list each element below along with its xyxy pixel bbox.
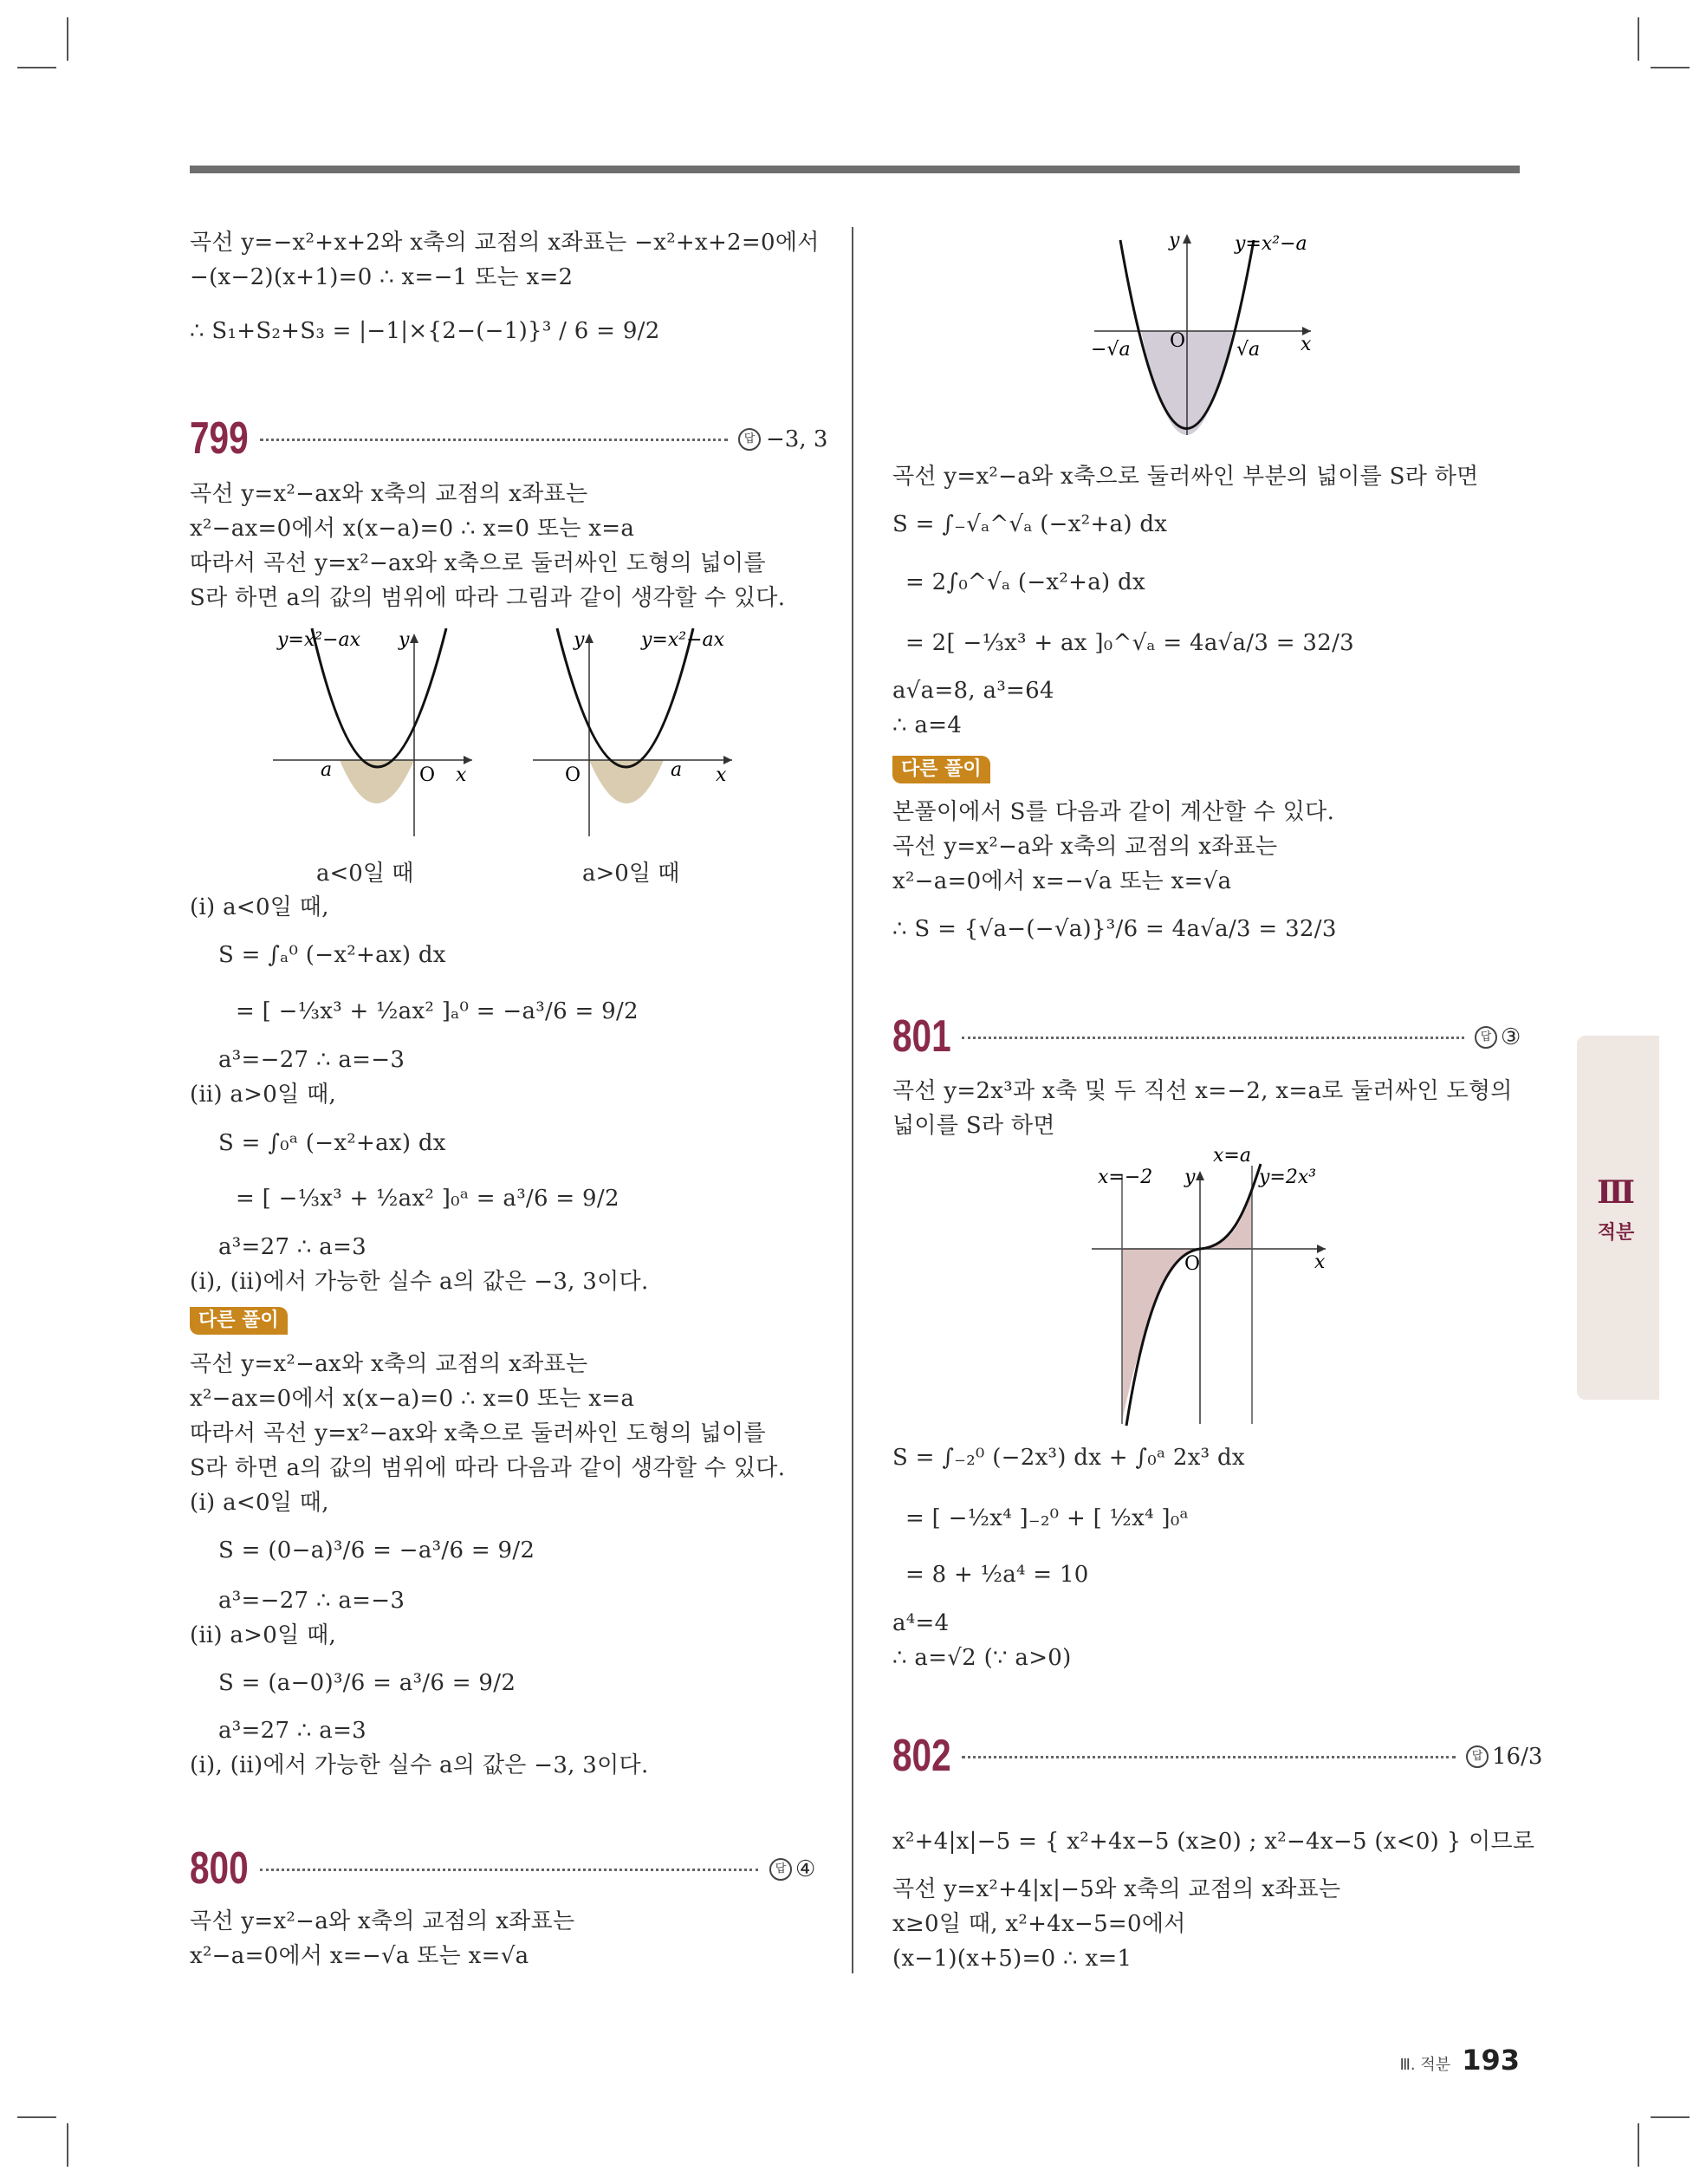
p800-line-1: 곡선 y=x²−a와 x축의 교점의 x좌표는 xyxy=(190,1908,575,1934)
p800-cont-line-6: ∴ a=4 xyxy=(892,712,963,738)
p802-line-3: x≥0일 때, x²+4x−5=0에서 xyxy=(892,1911,1186,1937)
crop-mark xyxy=(67,2123,68,2167)
p799-line-1: 곡선 y=x²−ax와 x축의 교점의 x좌표는 xyxy=(190,481,588,507)
label-y: y xyxy=(399,629,410,651)
crop-mark xyxy=(1651,67,1690,68)
y-axis-arrow xyxy=(1196,1171,1204,1180)
curve-label: y=x²−ax xyxy=(641,629,725,651)
alt-solution-badge: 다른 풀이 xyxy=(190,1307,288,1335)
alt-799-line-11: (ⅰ), (ⅱ)에서 가능한 실수 a의 값은 −3, 3이다. xyxy=(190,1752,649,1778)
answer-icon: 답 xyxy=(1466,1745,1489,1768)
p799-conclusion: (ⅰ), (ⅱ)에서 가능한 실수 a의 값은 −3, 3이다. xyxy=(190,1269,649,1295)
page-number: 193 xyxy=(1462,2044,1520,2077)
p802-line-1: x²+4|x|−5 = { x²+4x−5 (x≥0) ; x²−4x−5 (x<0) } 이므로 xyxy=(892,1829,1535,1855)
alt-799-line-10: a³=27 ∴ a=3 xyxy=(218,1718,366,1744)
alt-800-line-2: 곡선 y=x²−a와 x축의 교점의 x좌표는 xyxy=(892,834,1278,860)
label-origin: O xyxy=(419,764,436,786)
alt-800-line-3: x²−a=0에서 x=−√a 또는 x=√a xyxy=(892,868,1232,894)
chapter-tab[interactable] xyxy=(1577,1036,1659,1400)
curve-label: y=2x³ xyxy=(1259,1167,1317,1188)
case1-line-3: = [ −⅓x³ + ½ax² ]ₐ⁰ = −a³/6 = 9/2 xyxy=(236,998,639,1024)
graph-801 xyxy=(1087,1148,1334,1430)
problem-number-801: 801 xyxy=(892,1011,951,1062)
p801-line-1: 곡선 y=2x³과 x축 및 두 직선 x=−2, x=a로 둘러싸인 도형의 xyxy=(892,1078,1513,1104)
alt-799-line-5: (ⅰ) a<0일 때, xyxy=(190,1490,329,1516)
y-axis-arrow xyxy=(410,634,418,643)
label-origin: O xyxy=(565,764,581,786)
p801-solution-2: = [ −½x⁴ ]₋₂⁰ + [ ½x⁴ ]₀ᵃ xyxy=(905,1505,1189,1531)
intro-line-1: 곡선 y=−x²+x+2와 x축의 교점의 x좌표는 −x²+x+2=0에서 xyxy=(190,230,820,256)
problem-number-802: 802 xyxy=(892,1731,951,1781)
p800-cont-line-2: S = ∫₋√ₐ^√ₐ (−x²+a) dx xyxy=(892,511,1168,537)
p801-solution-3: = 8 + ½a⁴ = 10 xyxy=(905,1562,1089,1588)
header-bar xyxy=(190,166,1520,173)
label-origin: O xyxy=(1184,1253,1201,1275)
p802-line-2: 곡선 y=x²+4|x|−5와 x축의 교점의 x좌표는 xyxy=(892,1876,1341,1902)
problem-number-800: 800 xyxy=(190,1843,249,1894)
problem-number-799: 799 xyxy=(190,413,249,464)
curve-label: y=x²−ax xyxy=(277,629,361,651)
crop-mark xyxy=(1638,2123,1639,2167)
chapter-numeral: Ⅲ xyxy=(1597,1174,1635,1211)
graph-799-a-positive xyxy=(520,620,745,849)
label-a: a xyxy=(321,759,333,781)
case2-line-1: (ⅱ) a>0일 때, xyxy=(190,1082,337,1108)
alt-799-line-7: a³=−27 ∴ a=−3 xyxy=(218,1588,405,1614)
page-footer xyxy=(1399,2044,1520,2077)
p800-line-2: x²−a=0에서 x=−√a 또는 x=√a xyxy=(190,1943,529,1969)
graph-799-a-negative xyxy=(260,620,485,849)
p801-solution-1: S = ∫₋₂⁰ (−2x³) dx + ∫₀ᵃ 2x³ dx xyxy=(892,1445,1245,1471)
alt-799-line-6: S = (0−a)³/6 = −a³/6 = 9/2 xyxy=(218,1537,535,1563)
case1-line-1: (ⅰ) a<0일 때, xyxy=(190,894,329,920)
area-fill-right xyxy=(1200,1193,1252,1249)
crop-mark xyxy=(67,17,68,61)
leader-dots xyxy=(962,1756,1456,1758)
label-x: x xyxy=(456,764,467,786)
y-axis-arrow xyxy=(1183,234,1191,244)
y-axis-arrow xyxy=(585,634,594,643)
label-origin: O xyxy=(1170,330,1186,352)
case2-line-4: a³=27 ∴ a=3 xyxy=(218,1234,366,1260)
case2-line-2: S = ∫₀ᵃ (−x²+ax) dx xyxy=(218,1130,446,1156)
x-axis-arrow xyxy=(464,756,472,764)
answer-icon: 답 xyxy=(738,428,761,451)
p799-line-4: S라 하면 a의 값의 범위에 따라 그림과 같이 생각할 수 있다. xyxy=(190,585,786,611)
alt-799-line-1: 곡선 y=x²−ax와 x축의 교점의 x좌표는 xyxy=(190,1351,588,1377)
leader-dots xyxy=(962,1037,1464,1039)
case1-line-2: S = ∫ₐ⁰ (−x²+ax) dx xyxy=(218,942,446,968)
p801-solution-5: ∴ a=√2 (∵ a>0) xyxy=(892,1645,1072,1671)
intro-line-3: ∴ S₁+S₂+S₃ = |−1|×{2−(−1)}³ / 6 = 9/2 xyxy=(190,318,660,344)
p801-solution-4: a⁴=4 xyxy=(892,1610,950,1636)
column-divider xyxy=(852,227,853,1973)
crop-mark xyxy=(17,67,56,68)
chapter-label: 적분 xyxy=(1597,1222,1635,1244)
alt-799-line-9: S = (a−0)³/6 = a³/6 = 9/2 xyxy=(218,1670,516,1696)
p800-cont-line-3: = 2∫₀^√ₐ (−x²+a) dx xyxy=(905,569,1145,595)
graph-800 xyxy=(1087,227,1321,439)
alt-799-line-8: (ⅱ) a>0일 때, xyxy=(190,1622,337,1648)
alt-799-line-3: 따라서 곡선 y=x²−ax와 x축으로 둘러싸인 도형의 넓이를 xyxy=(190,1420,766,1446)
alt-800-line-1: 본풀이에서 S를 다음과 같이 계산할 수 있다. xyxy=(892,799,1335,825)
alt-799-line-4: S라 하면 a의 값의 범위에 따라 다음과 같이 생각할 수 있다. xyxy=(190,1455,786,1481)
alt-800-line-4: ∴ S = {√a−(−√a)}³/6 = 4a√a/3 = 32/3 xyxy=(892,916,1337,942)
answer-801: ③ xyxy=(1501,1024,1521,1050)
label-neg-sqrt-a: −√a xyxy=(1091,339,1131,361)
p799-line-3: 따라서 곡선 y=x²−ax와 x축으로 둘러싸인 도형의 넓이를 xyxy=(190,550,766,576)
case1-line-4: a³=−27 ∴ a=−3 xyxy=(218,1047,405,1073)
p800-cont-line-5: a√a=8, a³=64 xyxy=(892,678,1054,704)
alt-799-line-2: x²−ax=0에서 x(x−a)=0 ∴ x=0 또는 x=a xyxy=(190,1386,635,1412)
crop-mark xyxy=(1651,2116,1690,2118)
label-x: x xyxy=(716,764,727,786)
label-x-a: x=a xyxy=(1213,1148,1251,1167)
label-x-neg2: x=−2 xyxy=(1098,1167,1153,1188)
intro-line-2: −(x−2)(x+1)=0 ∴ x=−1 또는 x=2 xyxy=(190,264,574,290)
case2-line-3: = [ −⅓x³ + ½ax² ]₀ᵃ = a³/6 = 9/2 xyxy=(236,1186,619,1212)
alt-solution-badge: 다른 풀이 xyxy=(892,756,990,783)
p800-cont-line-4: = 2[ −⅓x³ + ax ]₀^√ₐ = 4a√a/3 = 32/3 xyxy=(905,630,1354,656)
label-x: x xyxy=(1301,334,1312,355)
label-a: a xyxy=(671,759,683,781)
answer-802: 16/3 xyxy=(1492,1744,1543,1770)
answer-799: −3, 3 xyxy=(766,426,828,452)
leader-dots xyxy=(260,1869,758,1871)
answer-800: ④ xyxy=(795,1856,816,1882)
caption-a-positive: a>0일 때 xyxy=(582,861,680,887)
crop-mark xyxy=(1638,17,1639,61)
footer-section: Ⅲ. 적분 xyxy=(1399,2056,1451,2074)
answer-icon: 답 xyxy=(1475,1026,1497,1049)
caption-a-negative: a<0일 때 xyxy=(316,861,414,887)
leader-dots xyxy=(260,439,728,441)
p801-line-2: 넓이를 S라 하면 xyxy=(892,1113,1055,1139)
label-x: x xyxy=(1314,1251,1326,1273)
p800-cont-line-1: 곡선 y=x²−a와 x축으로 둘러싸인 부분의 넓이를 S라 하면 xyxy=(892,464,1479,490)
crop-mark xyxy=(17,2116,56,2118)
answer-icon: 답 xyxy=(769,1858,792,1881)
p802-line-4: (x−1)(x+5)=0 ∴ x=1 xyxy=(892,1946,1132,1972)
label-y: y xyxy=(1184,1167,1196,1188)
p799-line-2: x²−ax=0에서 x(x−a)=0 ∴ x=0 또는 x=a xyxy=(190,516,635,542)
curve-label: y=x²−a xyxy=(1235,233,1307,255)
label-sqrt-a: √a xyxy=(1236,339,1261,361)
x-axis-arrow xyxy=(723,756,732,764)
label-y: y xyxy=(574,629,585,651)
label-y: y xyxy=(1169,230,1180,251)
